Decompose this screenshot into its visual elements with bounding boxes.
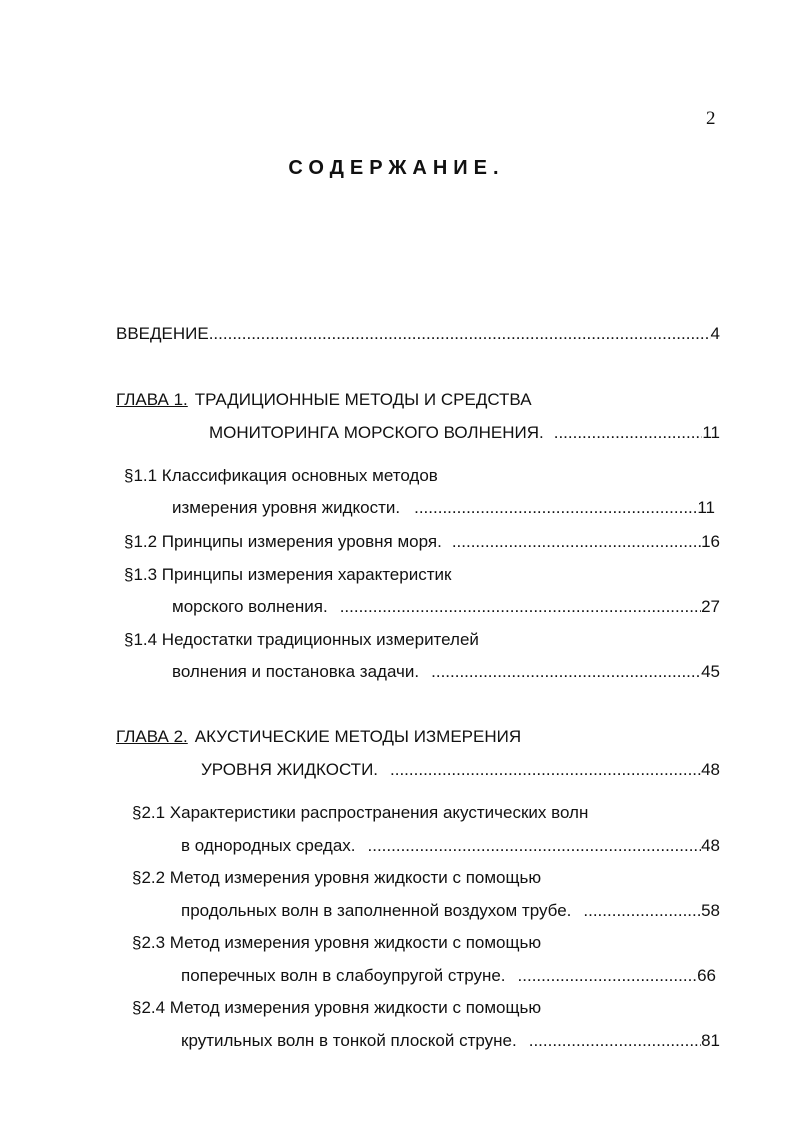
toc-section-1-4-line2[interactable] (172, 660, 720, 684)
section-title-line2: продольных волн в заполненной воздухом трубе. (181, 901, 572, 920)
toc-leader-dots (414, 496, 697, 520)
toc-section-2-1-line2[interactable] (181, 834, 720, 858)
chapter-title-line2: УРОВНЯ ЖИДКОСТИ. (201, 760, 379, 779)
toc-entry-label: ВВЕДЕНИЕ (116, 324, 209, 343)
toc-section-1-3[interactable] (124, 563, 720, 587)
toc-section-1-4[interactable] (124, 628, 720, 652)
section-title-line1: §1.1 Классификация основных методов (124, 466, 438, 485)
toc-section-2-3[interactable] (132, 931, 720, 955)
toc-section-2-4[interactable] (132, 996, 720, 1020)
page-number: 2 (706, 108, 716, 129)
section-title-line2: крутильных волн в тонкой плоской струне. (181, 1031, 517, 1050)
toc-section-2-1[interactable] (132, 801, 720, 825)
toc-chapter2-heading[interactable] (116, 725, 720, 749)
chapter-prefix: ГЛАВА 1. (116, 390, 188, 409)
toc-section-2-4-line2[interactable] (181, 1029, 720, 1053)
section-title-line1: §1.4 Недостатки традиционных измерителей (124, 630, 479, 649)
toc-page-number: 27 (701, 597, 720, 616)
toc-section-1-2[interactable] (124, 530, 720, 554)
toc-leader-dots (390, 758, 701, 782)
toc-page-number: 4 (710, 324, 720, 343)
chapter-title-line1: АКУСТИЧЕСКИЕ МЕТОДЫ ИЗМЕРЕНИЯ (194, 727, 522, 746)
section-title-line2: измерения уровня жидкости. (172, 498, 401, 517)
toc-page-number: 45 (701, 662, 720, 681)
section-title-line1: §1.3 Принципы измерения характеристик (124, 565, 452, 584)
toc-section-2-3-line2[interactable] (181, 964, 716, 988)
chapter-title-line2: МОНИТОРИНГА МОРСКОГО ВОЛНЕНИЯ. (209, 423, 544, 442)
toc-page-number: 81 (701, 1031, 720, 1050)
toc-leader-dots (583, 899, 701, 923)
section-title-line2: волнения и постановка задачи. (172, 662, 420, 681)
toc-leader-dots (340, 595, 701, 619)
toc-page-number: 58 (701, 901, 720, 920)
toc-section-1-1[interactable] (124, 464, 720, 488)
toc-leader-dots (554, 421, 703, 445)
toc-section-1-1-line2[interactable] (172, 496, 715, 520)
toc-page-number: 11 (702, 423, 720, 442)
toc-chapter2-heading-line2[interactable] (201, 758, 720, 782)
section-title-line2: в однородных средах. (181, 836, 356, 855)
toc-page-number: 66 (697, 966, 716, 985)
chapter-prefix: ГЛАВА 2. (116, 727, 188, 746)
section-title-line1: §2.3 Метод измерения уровня жидкости с помощью (132, 933, 542, 952)
section-title-line2: морского волнения. (172, 597, 328, 616)
chapter-title-line1: ТРАДИЦИОННЫЕ МЕТОДЫ И СРЕДСТВА (194, 390, 532, 409)
section-title-line1: §2.1 Характеристики распространения акустических волн (132, 803, 589, 822)
toc-entry-intro[interactable] (116, 322, 720, 346)
section-title-line1: §2.4 Метод измерения уровня жидкости с помощью (132, 998, 542, 1017)
toc-section-2-2-line2[interactable] (181, 899, 720, 923)
toc-chapter1-heading-line2[interactable] (209, 421, 720, 445)
toc-leader-dots (368, 834, 702, 858)
toc-leader-dots (209, 322, 711, 346)
toc-section-2-2[interactable] (132, 866, 720, 890)
toc-leader-dots (431, 660, 701, 684)
toc-leader-dots (518, 964, 698, 988)
toc-page-number: 16 (701, 532, 720, 551)
toc-page-number: 48 (701, 760, 720, 779)
toc-chapter1-heading[interactable] (116, 388, 720, 412)
page-title: СОДЕРЖАНИЕ. (288, 157, 505, 179)
section-title-line1: §1.2 Принципы измерения уровня моря. (124, 532, 442, 551)
toc-leader-dots (529, 1029, 701, 1053)
toc-section-1-3-line2[interactable] (172, 595, 720, 619)
toc-leader-dots (452, 530, 701, 554)
toc-page-number: 48 (701, 836, 720, 855)
toc-page-number: 11 (697, 498, 715, 517)
section-title-line2: поперечных волн в слабоупругой струне. (181, 966, 506, 985)
section-title-line1: §2.2 Метод измерения уровня жидкости с помощью (132, 868, 542, 887)
